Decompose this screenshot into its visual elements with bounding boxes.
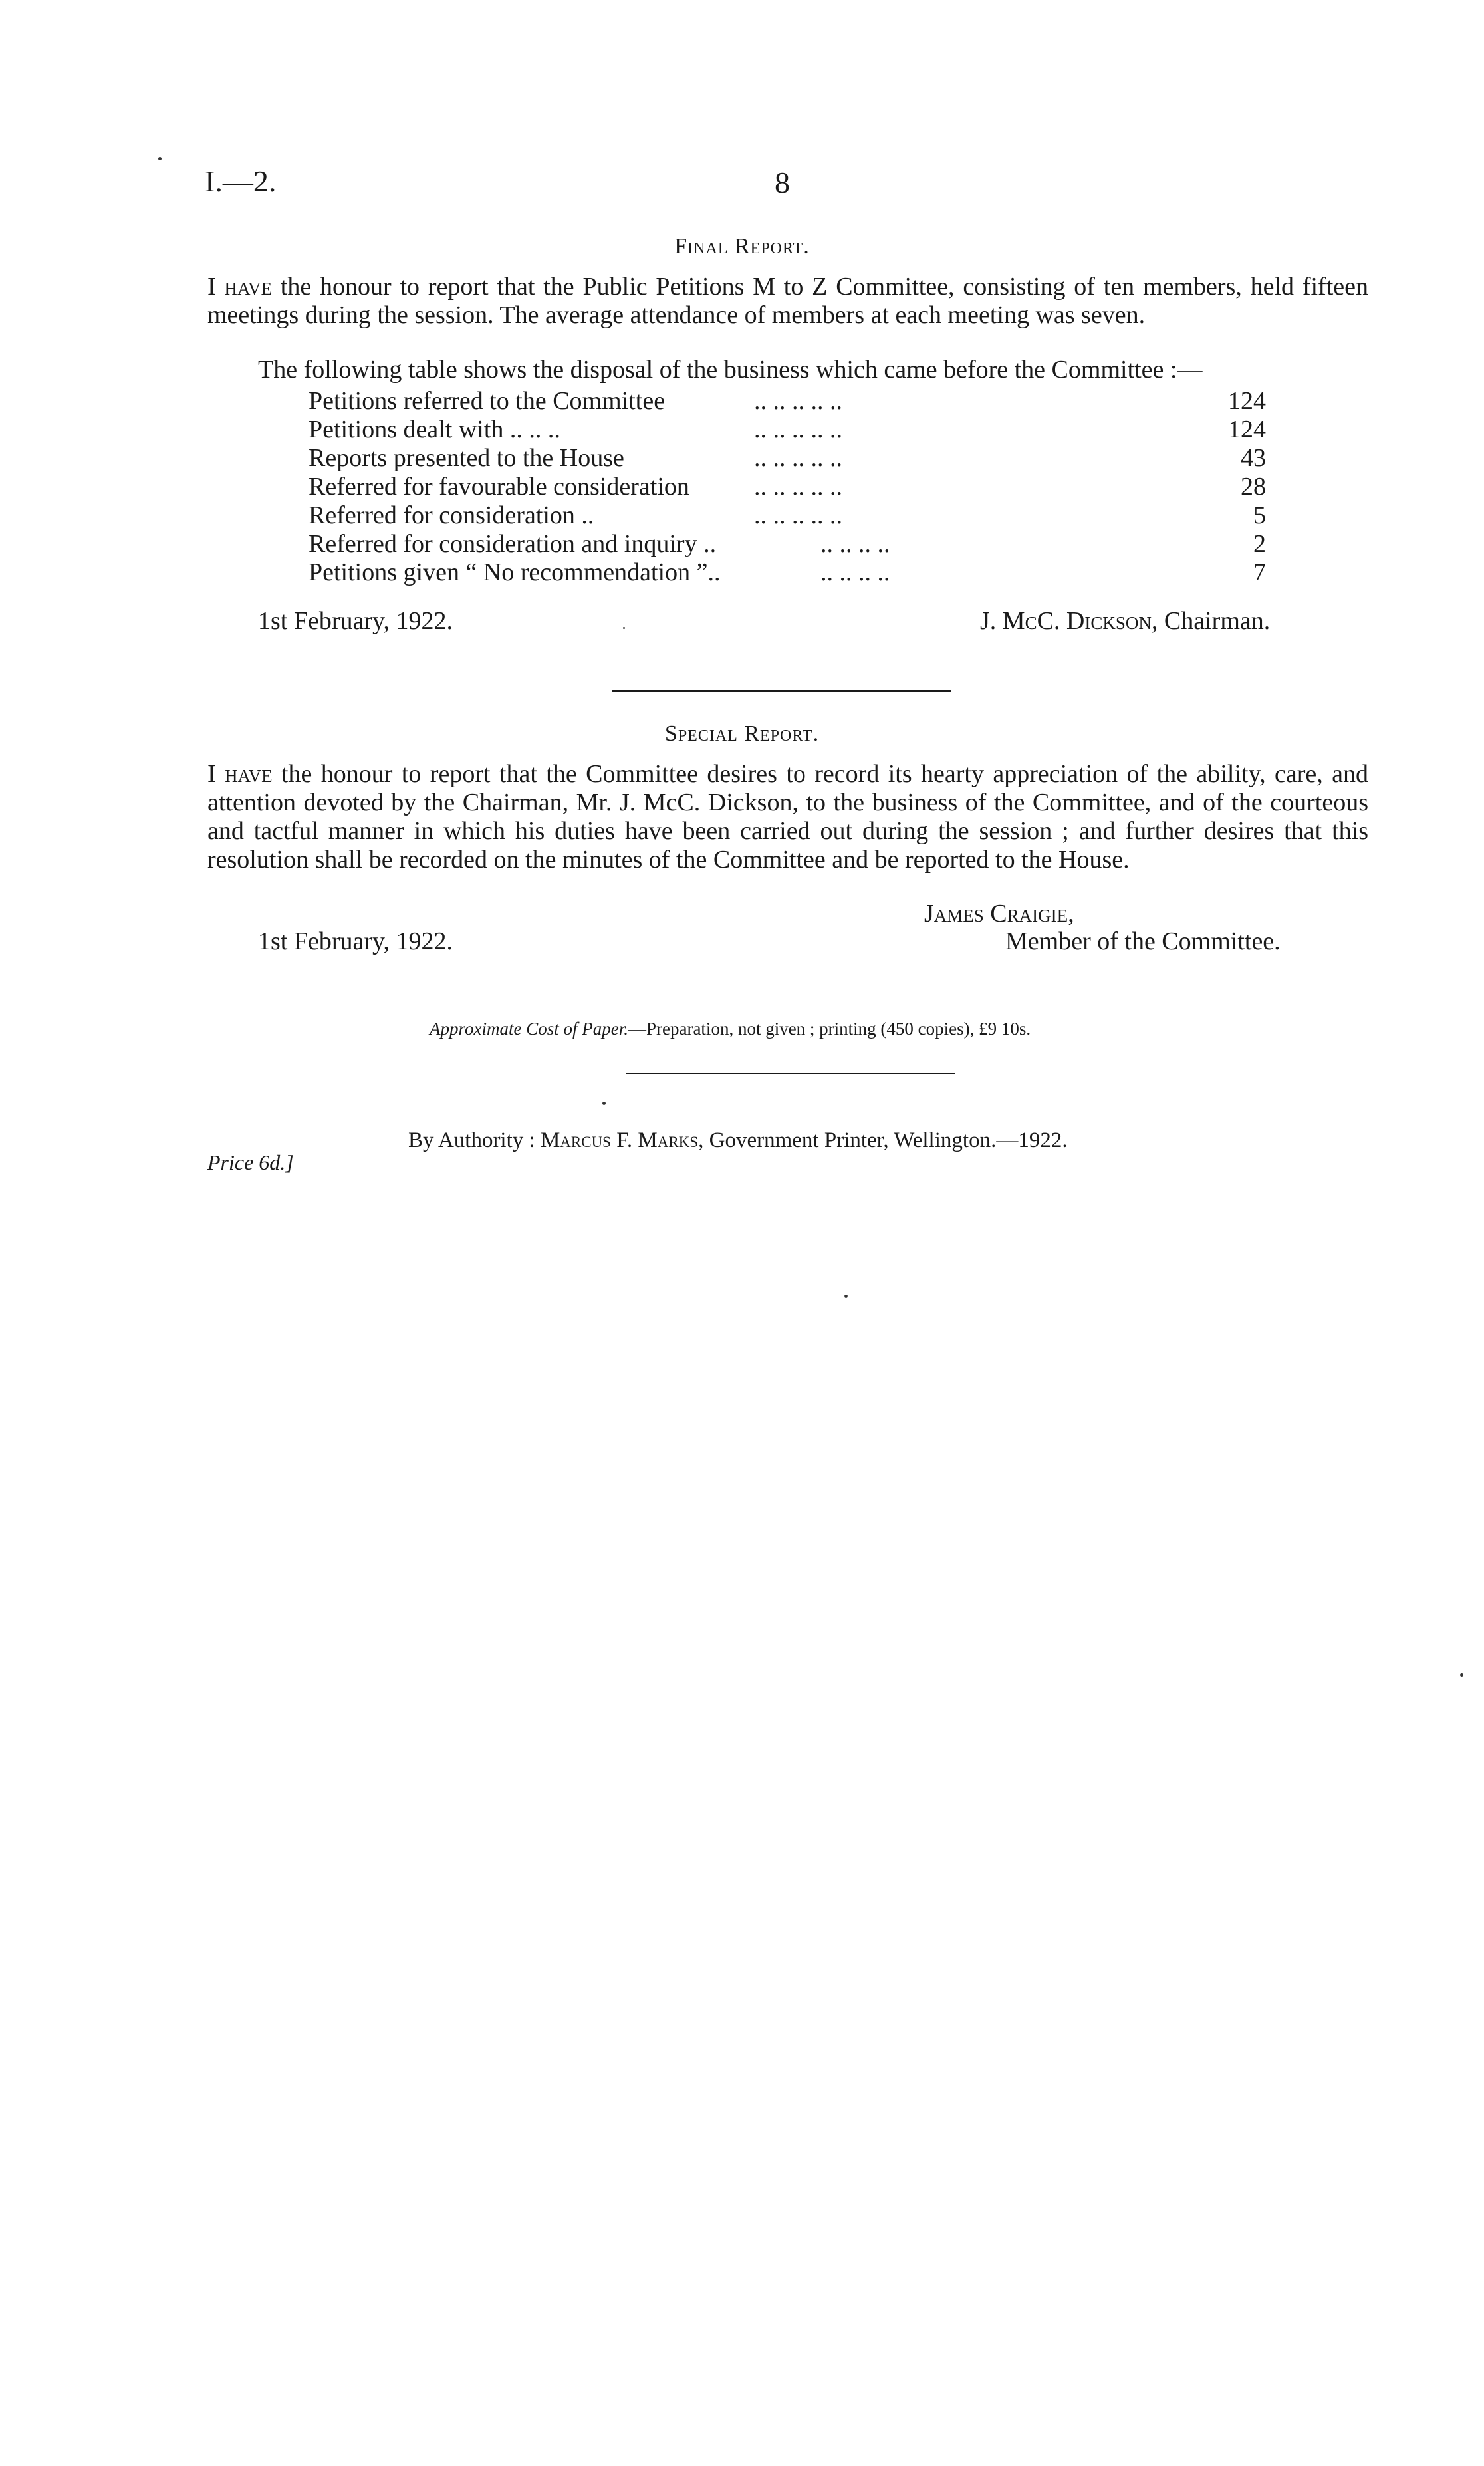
row-value: 124	[1228, 416, 1266, 443]
row-leader-dots: .. .. .. .. ..	[754, 501, 842, 529]
special-report-body	[207, 760, 1368, 874]
row-value: 43	[1241, 444, 1266, 472]
scan-speck	[844, 1295, 848, 1298]
price-note: Price 6d.]	[207, 1150, 294, 1174]
row-label: Referred for favourable consideration	[309, 473, 689, 501]
scan-speck	[623, 627, 625, 629]
authority-line	[408, 1128, 1068, 1153]
page-number: 8	[775, 166, 790, 199]
chairman-title: , Chairman.	[1151, 607, 1271, 635]
table-row	[309, 444, 1266, 473]
special-report-heading: Special Report.	[664, 721, 820, 746]
authority-lead: By Authority :	[408, 1128, 541, 1152]
row-label: Reports presented to the House	[309, 444, 624, 472]
footer-rule	[626, 1073, 955, 1074]
final-report-heading: Final Report.	[674, 234, 810, 259]
authority-rest: , Government Printer, Wellington.—1922.	[698, 1128, 1068, 1152]
row-value: 7	[1253, 558, 1266, 586]
table-row	[309, 416, 1266, 444]
row-value: 28	[1241, 473, 1266, 501]
final-report-intro-lead: I have	[207, 273, 272, 301]
row-label: Petitions referred to the Committee	[309, 387, 666, 415]
row-value: 124	[1228, 387, 1266, 415]
scan-speck	[1460, 1673, 1463, 1677]
table-intro: The following table shows the disposal of the business which came before the Committee :—	[258, 356, 1203, 384]
member-name: James Craigie,	[924, 900, 1074, 927]
page-reference: I.—2.	[205, 164, 277, 198]
special-report-lead: I have	[207, 760, 273, 788]
row-value: 5	[1253, 501, 1266, 529]
table-row	[309, 387, 1266, 416]
special-report-text: the honour to report that the Committee desires to record its hearty appreciation of the ability, care, and attention devoted by the Chairman, Mr. J. McC. Dickson, to the business of the Committee, and of the courteous and tactful manner in which his duties have been carried out during the session ; and further desires that this resolution shall be recorded on the minutes of the Committee and be reported to the House.	[207, 760, 1368, 874]
row-leader-dots: .. .. .. .. ..	[754, 387, 842, 415]
final-report-date: 1st February, 1922.	[258, 607, 453, 635]
final-report-intro	[207, 273, 1368, 330]
cost-label: Approximate Cost of Paper.	[430, 1019, 628, 1039]
chairman-name: J. McC. Dickson	[980, 607, 1152, 635]
row-leader-dots: .. .. .. ..	[820, 558, 890, 586]
member-title: Member of the Committee.	[1005, 927, 1281, 955]
cost-text: —Preparation, not given ; printing (450 copies), £9 10s.	[628, 1019, 1031, 1039]
disposal-table	[309, 387, 1266, 587]
table-row	[309, 530, 1266, 558]
special-report-date: 1st February, 1922.	[258, 927, 453, 955]
row-label: Referred for consideration ..	[309, 501, 594, 529]
row-leader-dots: .. .. .. .. ..	[754, 444, 842, 472]
final-report-signature	[980, 606, 1270, 636]
cost-of-paper-note	[430, 1019, 1031, 1039]
scan-speck	[602, 1102, 606, 1105]
table-row	[309, 501, 1266, 530]
table-row	[309, 558, 1266, 587]
row-value: 2	[1253, 530, 1266, 558]
row-leader-dots: .. .. .. .. ..	[754, 473, 842, 501]
table-row	[309, 473, 1266, 501]
row-label: Petitions dealt with .. .. ..	[309, 416, 560, 443]
scan-speck	[158, 157, 162, 160]
row-leader-dots: .. .. .. .. ..	[754, 416, 842, 443]
section-divider	[612, 690, 951, 692]
printer-name: Marcus F. Marks	[540, 1128, 699, 1152]
row-leader-dots: .. .. .. ..	[820, 530, 890, 558]
row-label: Referred for consideration and inquiry ..	[309, 530, 717, 558]
final-report-intro-text: the honour to report that the Public Petitions M to Z Committee, consisting of ten members, held fifteen meetings during the session. The average attendance of members at each meeting was seven.	[207, 273, 1368, 329]
row-label: Petitions given “ No recommendation ”..	[309, 558, 721, 586]
